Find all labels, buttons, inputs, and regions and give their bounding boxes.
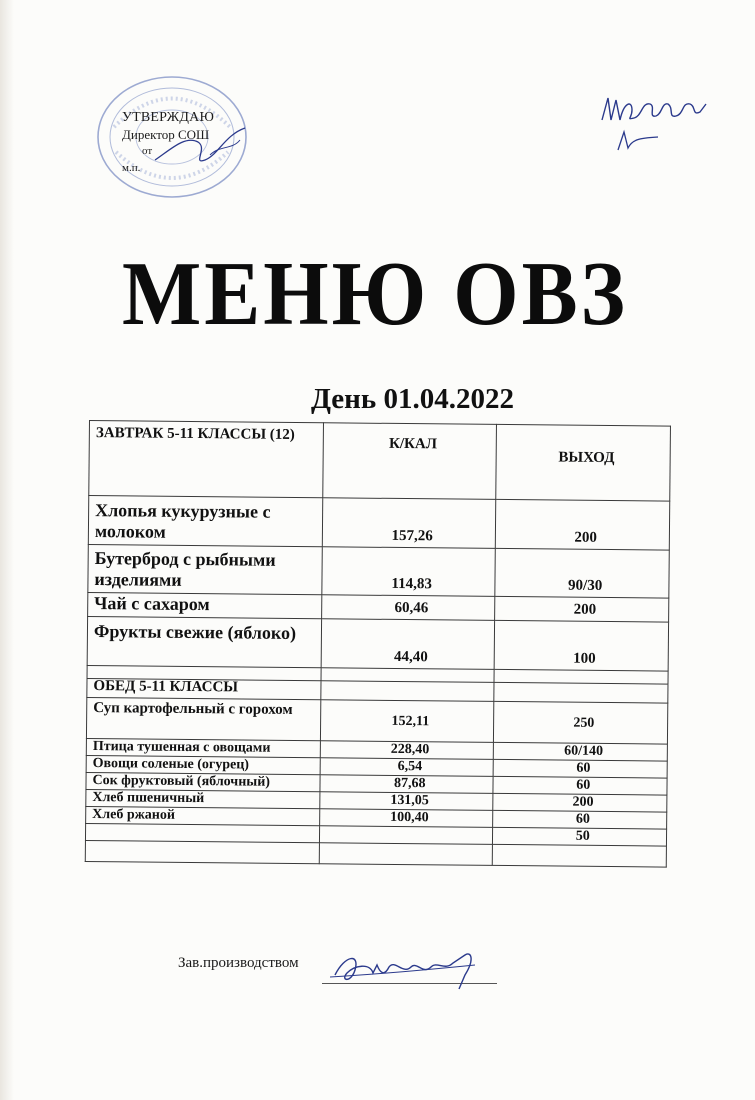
- page-title: МЕНЮ ОВЗ: [122, 244, 628, 345]
- dish-output: 50: [493, 827, 667, 846]
- dish-name: Хлеб ржаной: [86, 806, 320, 825]
- date-from-label: от: [142, 145, 153, 157]
- dish-output: 100: [495, 620, 669, 671]
- dish-output: 60/140: [494, 742, 668, 761]
- approve-label: УТВЕРЖДАЮ: [122, 110, 215, 125]
- dish-output: 200: [495, 596, 669, 622]
- dish-name: Хлопья кукурузные с молоком: [88, 496, 322, 547]
- header-kcal: К/КАЛ: [323, 423, 497, 500]
- dish-kcal: [319, 826, 493, 845]
- menu-date: День 01.04.2022: [311, 383, 514, 415]
- dish-name: Чай с сахаром: [88, 592, 322, 618]
- dish-kcal: 60,46: [322, 595, 496, 621]
- menu-table: [85, 420, 671, 868]
- table-row: [86, 697, 667, 744]
- dish-kcal: 100,40: [320, 809, 494, 828]
- table-row-empty: [85, 840, 666, 867]
- director-label: Директор СОШ: [122, 127, 210, 142]
- table-header-row: [89, 421, 671, 502]
- dish-kcal: 157,26: [322, 498, 496, 549]
- dish-name: Бутерброд с рыбными изделиями: [88, 544, 322, 594]
- dish-name: Птица тушенная с овощами: [86, 738, 320, 757]
- dish-name: Сок фруктовый (яблочный): [86, 772, 320, 791]
- dish-kcal: 114,83: [322, 547, 496, 597]
- header-output: ВЫХОД: [496, 424, 670, 501]
- table-row: [88, 544, 669, 598]
- dish-name: Хлеб пшеничный: [86, 789, 320, 808]
- director-signature: [150, 120, 250, 180]
- seal-place-label: м.п.: [122, 162, 141, 174]
- dish-output: 200: [496, 499, 670, 550]
- dish-kcal: 131,05: [320, 792, 494, 811]
- dish-output: 60: [494, 759, 668, 778]
- dish-kcal: 228,40: [320, 741, 494, 760]
- dish-kcal: 152,11: [320, 700, 494, 743]
- dish-name: Суп картофельный с горохом: [86, 697, 320, 740]
- page-edge: [0, 0, 14, 1100]
- dish-kcal: 6,54: [320, 758, 494, 777]
- dish-output: 250: [494, 701, 668, 744]
- dish-output: 200: [493, 793, 667, 812]
- production-manager-signature: [325, 945, 485, 995]
- dish-output: 60: [493, 810, 667, 829]
- handwritten-signature-top-right: [598, 90, 708, 160]
- dish-kcal: 44,40: [321, 619, 495, 670]
- dish-name: Фрукты свежие (яблоко): [87, 616, 321, 667]
- dish-output: 90/30: [495, 548, 669, 598]
- production-manager-label: Зав.производством: [178, 955, 299, 971]
- dish-output: 60: [493, 776, 667, 795]
- table-row: [88, 496, 669, 551]
- table-row: [87, 616, 668, 671]
- header-meal: ЗАВТРАК 5-11 КЛАССЫ (12): [89, 421, 324, 498]
- dish-name: Овощи соленые (огурец): [86, 755, 320, 774]
- dish-kcal: 87,68: [320, 775, 494, 794]
- lunch-section-title: ОБЕД 5-11 КЛАССЫ: [87, 678, 321, 699]
